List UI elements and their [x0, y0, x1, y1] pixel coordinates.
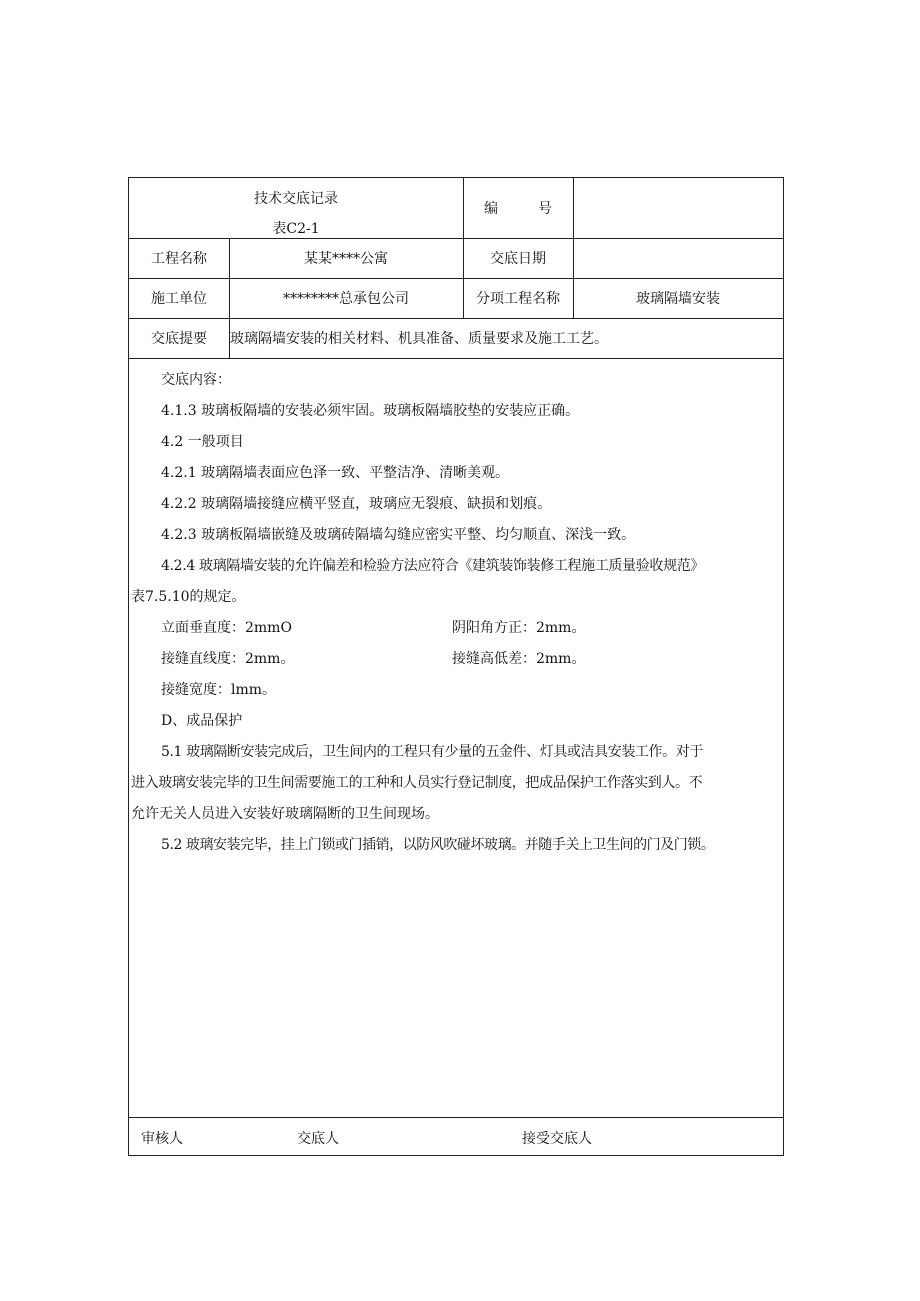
disclosure-form [128, 177, 784, 1156]
form-number [129, 218, 463, 238]
number-label-part: 号 [538, 201, 552, 217]
tolerance-item: 接缝宽度：lmm。 [161, 682, 277, 698]
content-paragraph: 5.2 玻璃安装完毕，挂上门锁或门插销，以防风吹碰坏玻璃。并随手关上卫生间的门及门锁。 [161, 837, 715, 853]
content-paragraph: 4.1.3 玻璃板隔墙的安装必须牢固。玻璃板隔墙胶垫的安装应正确。 [161, 403, 580, 419]
content-paragraph: 4.2.1 玻璃隔墙表面应色泽一致、平整洁净、清晰美观。 [161, 465, 510, 481]
content-paragraph: 4.2.4 玻璃隔墙安装的允许偏差和检验方法应符合《建筑装饰装修工程施工质量验收规范》 [161, 558, 705, 574]
sub-project-label: 分项工程名称 [476, 291, 560, 307]
content-paragraph: 4.2 一般项目 [161, 434, 244, 450]
number-label-part: 编 [484, 201, 498, 217]
date-label: 交底日期 [490, 251, 546, 267]
project-name-value: 某某****公寓 [304, 251, 388, 267]
tolerance-item: 接缝直线度：2mm。 [161, 651, 295, 667]
content-paragraph: 4.2.3 玻璃板隔墙嵌缝及玻璃砖隔墙勾缝应密实平整、均匀顺直、深浅一致。 [161, 527, 636, 543]
row-divider [129, 1117, 783, 1118]
tolerance-item: 接缝高低差：2mm。 [452, 651, 586, 667]
reviewer-label: 审核人 [141, 1131, 183, 1147]
receiver-label: 接受交底人 [522, 1131, 592, 1147]
discloser-label: 交底人 [297, 1131, 339, 1147]
tolerance-item: 立面垂直度：2mmO [161, 620, 292, 636]
summary-value: 玻璃隔墙安装的相关材料、机具准备、质量要求及施工工艺。 [230, 331, 608, 347]
tolerance-item: 阴阳角方正：2mm。 [452, 620, 586, 636]
content-paragraph: 表7.5.10的规定。 [131, 589, 246, 605]
number-value[interactable] [573, 178, 783, 238]
number-label [463, 178, 573, 238]
row-divider [129, 358, 783, 359]
content-paragraph: 进入玻璃安装完毕的卫生间需要施工的工种和人员实行登记制度，把成品保护工作落实到人。不 [131, 775, 703, 791]
content-paragraph: 5.1 玻璃隔断安装完成后，卫生间内的工程只有少量的五金件、灯具或洁具安装工作。对于 [161, 744, 703, 760]
date-value[interactable] [573, 238, 783, 278]
summary-label: 交底提要 [151, 331, 207, 347]
unit-value: ********总承包公司 [283, 291, 409, 307]
sub-project-value: 玻璃隔墙安装 [636, 291, 720, 307]
content-paragraph: 4.2.2 玻璃隔墙接缝应横平竖直，玻璃应无裂痕、缺损和划痕。 [161, 496, 552, 512]
form-number-text: 表C2-1 [272, 221, 320, 237]
content-heading: 交底内容： [161, 372, 231, 388]
content-paragraph: 允许无关人员进入安装好玻璃隔断的卫生间现场。 [131, 806, 439, 822]
section-heading: D、成品保护 [161, 713, 243, 729]
project-name-label: 工程名称 [151, 251, 207, 267]
form-title: 技术交底记录 [254, 191, 338, 207]
unit-label: 施工单位 [151, 291, 207, 307]
